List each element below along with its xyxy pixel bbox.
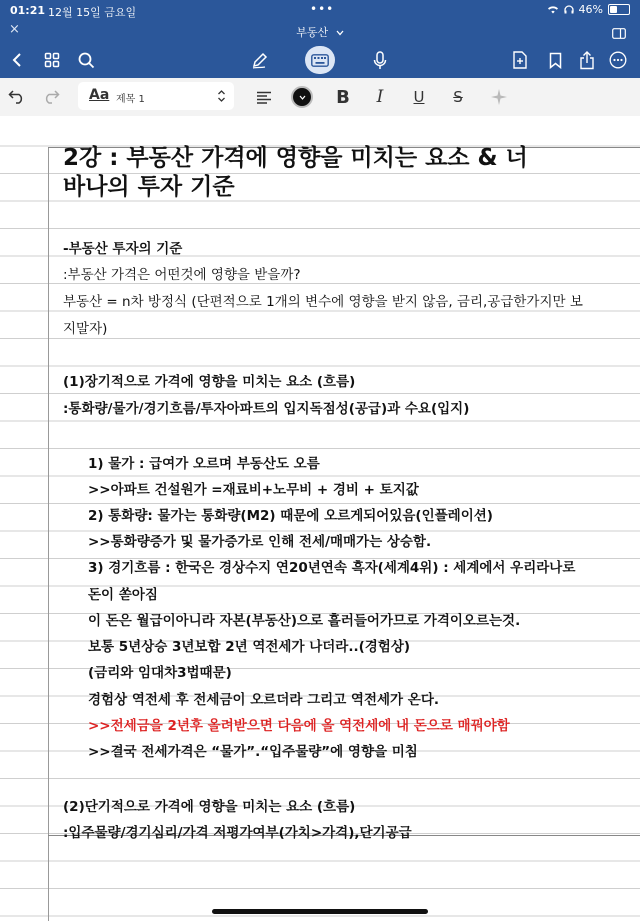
more-options-icon[interactable]: [606, 48, 630, 72]
keyboard-icon: [311, 54, 329, 67]
heading-line-2: 바나의 투자 기준: [63, 174, 235, 200]
style-icon: Aa: [89, 87, 110, 103]
body-line: >>결국 전세가격은 “물가”.“입주물량”에 영향을 미침: [88, 744, 418, 760]
body-line: 부동산 = n차 방정식 (단편적으로 1개의 변수에 영향을 받지 않음, 금리,공급한가지만 보: [63, 294, 583, 310]
underline-icon[interactable]: U: [413, 88, 425, 106]
body-line: :입주물량/경기심리/가격 저평가여부(가치>가격),단기공급: [63, 825, 412, 841]
wifi-icon: [547, 5, 559, 14]
bold-icon[interactable]: B: [336, 86, 350, 108]
search-icon[interactable]: [74, 48, 98, 72]
app-toolbar: [0, 42, 640, 78]
keyboard-toggle-button[interactable]: [305, 46, 335, 74]
status-bar: [0, 0, 640, 20]
document-title-label: 부동산: [296, 26, 329, 39]
battery-icon: [608, 4, 630, 15]
close-icon[interactable]: ×: [9, 22, 20, 37]
add-page-icon[interactable]: [508, 48, 532, 72]
body-line: 돈이 쏟아짐: [88, 587, 158, 603]
font-color-button[interactable]: [291, 86, 313, 108]
chevron-up-down-icon: [217, 89, 226, 103]
battery-percent: 46%: [578, 3, 603, 16]
draw-pen-icon[interactable]: [248, 48, 272, 72]
body-line: 2) 통화량: 물가는 통화량(M2) 때문에 오르게되어있음(인플레이션): [88, 508, 493, 524]
body-line: >>통화량증가 및 물가증가로 인해 전세/매매가는 상승함.: [88, 534, 432, 550]
bookmark-icon[interactable]: [543, 48, 567, 72]
margin-line: [48, 147, 49, 921]
body-line: :통화량/물가/경기흐름/투자아파트의 입지독점성(공급)과 수요(입지): [63, 401, 470, 417]
redo-icon[interactable]: [40, 87, 62, 107]
undo-icon[interactable]: [6, 87, 28, 107]
status-date: 12월 15일 금요일: [48, 6, 137, 19]
body-line: 1) 물가 : 급여가 오르며 부동산도 오름: [88, 456, 320, 472]
share-icon[interactable]: [575, 48, 599, 72]
body-line: >>아파트 건설원가 =재료비+노무비 + 경비 + 토지값: [88, 482, 419, 498]
style-name: 제목 1: [116, 94, 145, 105]
microphone-icon[interactable]: [368, 48, 392, 72]
back-icon[interactable]: [5, 48, 29, 72]
chevron-down-icon: [299, 95, 306, 100]
battery-fill: [610, 6, 617, 13]
format-bar: [0, 78, 640, 117]
headphones-icon: [564, 5, 574, 14]
strikethrough-icon[interactable]: S: [453, 88, 463, 106]
status-time: 01:21: [10, 4, 46, 17]
body-line: (1)장기적으로 가격에 영향을 미치는 요소 (흐름): [63, 374, 356, 390]
align-left-icon[interactable]: [253, 87, 275, 107]
body-line: -부동산 투자의 기준: [63, 241, 183, 257]
body-line: 이 돈은 월급이아니라 자본(부동산)으로 흘러들어가므로 가격이오르는것.: [88, 613, 521, 629]
paragraph-style-picker[interactable]: [78, 82, 234, 110]
italic-icon[interactable]: I: [376, 87, 384, 107]
body-line: 보통 5년상승 3년보합 2년 역전세가 나더라..(경험상): [88, 639, 411, 655]
split-view-icon[interactable]: [612, 24, 626, 43]
status-right: [547, 3, 630, 16]
body-line-highlight: >>전세금을 2년후 올려받으면 다음에 올 역전세에 내 돈으로 매꿔야함: [88, 718, 510, 734]
document-title[interactable]: [0, 24, 640, 40]
home-indicator[interactable]: [212, 909, 428, 914]
multitask-dots-icon[interactable]: •••: [310, 2, 335, 16]
body-line: 3) 경기흐름 : 한국은 경상수지 연20년연속 흑자(세계4위) : 세계에서 우리라나로: [88, 560, 576, 576]
chevron-down-icon: [336, 30, 344, 36]
document-heading[interactable]: [63, 144, 623, 202]
grid-icon[interactable]: [40, 48, 64, 72]
document-page[interactable]: [0, 116, 640, 921]
title-bar: [0, 20, 640, 42]
body-line: :부동산 가격은 어떤것에 영향을 받을까?: [63, 267, 301, 283]
body-line: (금리와 임대차3법때문): [88, 665, 232, 681]
copilot-sparkle-icon[interactable]: [488, 87, 510, 107]
body-line: 지말자): [63, 321, 108, 337]
body-line: 경험상 역전세 후 전세금이 오르더라 그리고 역전세가 온다.: [88, 692, 440, 708]
body-line: (2)단기적으로 가격에 영향을 미치는 요소 (흐름): [63, 799, 356, 815]
heading-line-1: 2강 : 부동산 가격에 영향을 미치는 요소 & 너: [63, 145, 528, 171]
